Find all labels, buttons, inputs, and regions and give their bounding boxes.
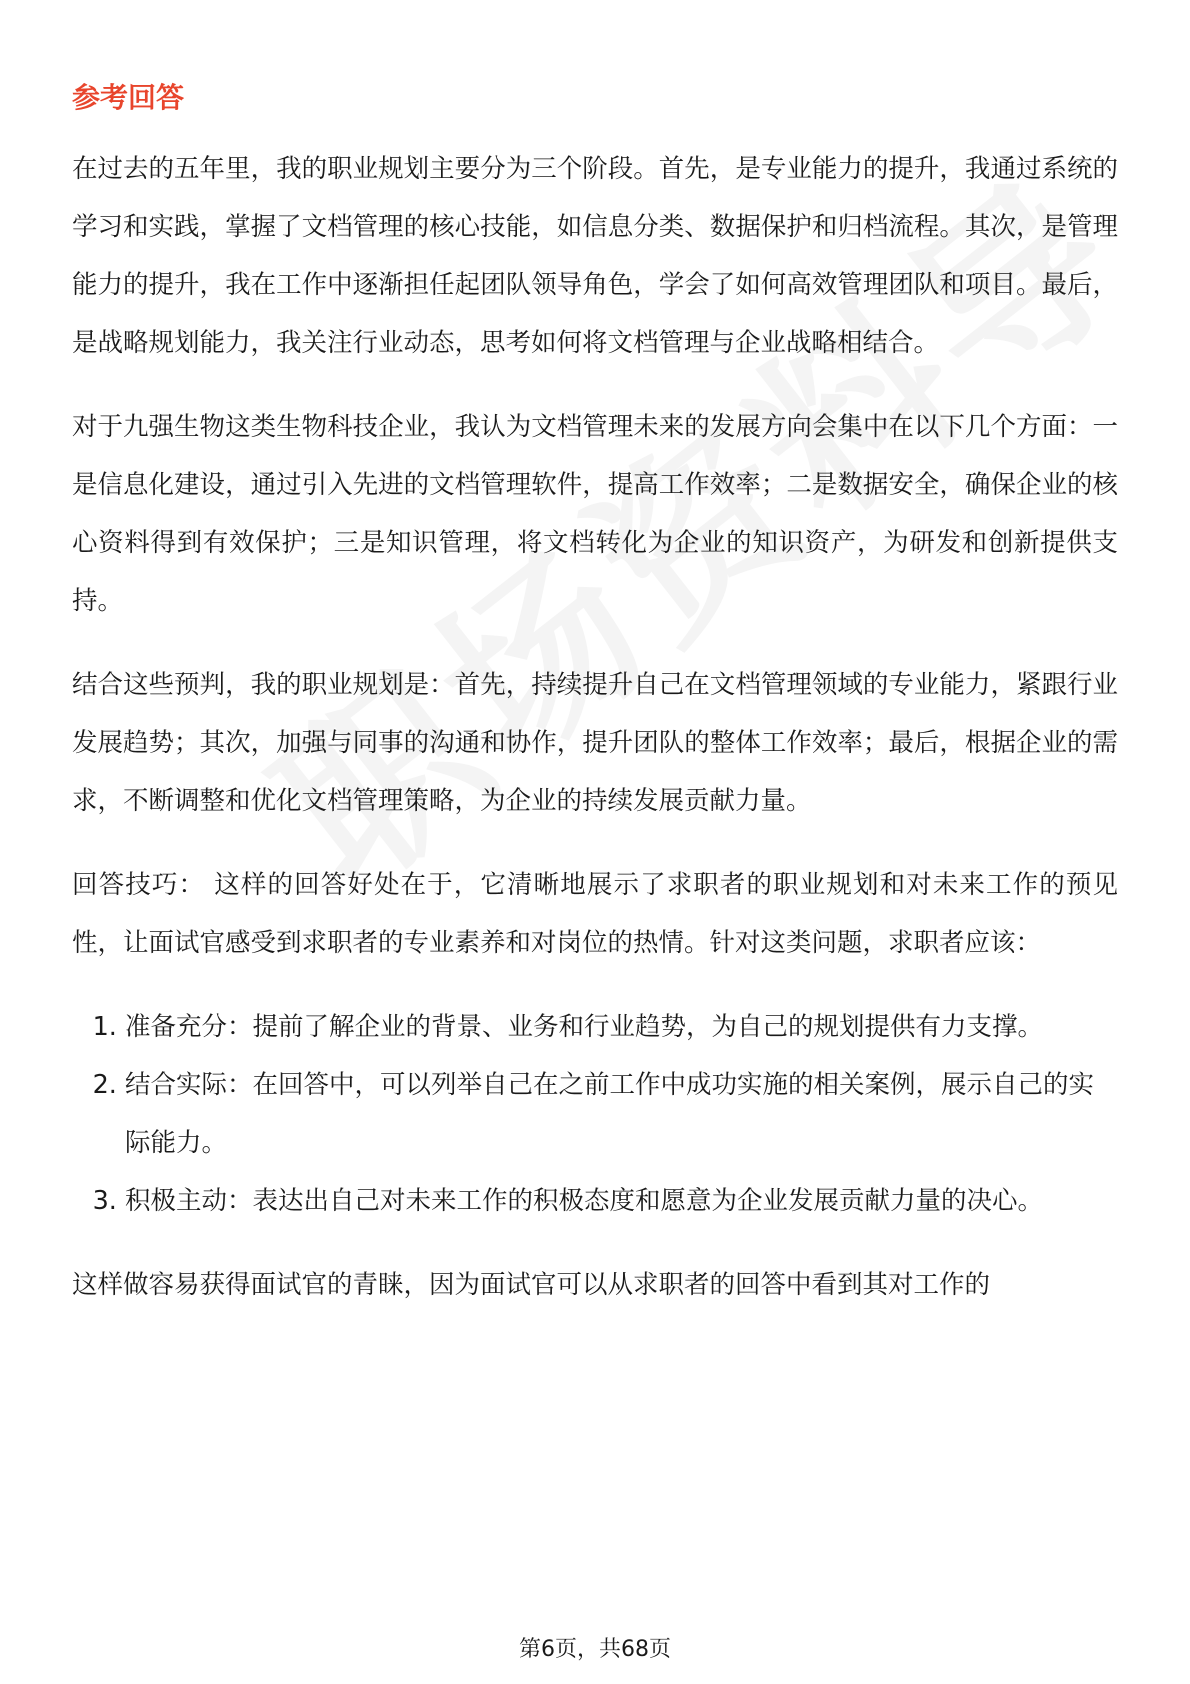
paragraph-career-plan: 在过去的五年里，我的职业规划主要分为三个阶段。首先，是专业能力的提升，我通过系统的学习和实践，掌握了文档管理的核心技能，如信息分类、数据保护和归档流程。其次，是管理能力的提升，我在工作中逐渐担任起团队领导角色，学会了如何高效管理团队和项目。最后，是战略规划能力，我关注行业动态，思考如何将文档管理与企业战略相结合。 (72, 154, 1118, 358)
page-number-footer: 第6页，共68页 (519, 1637, 671, 1662)
tips-list-item: 2. 结合实际：在回答中，可以列举自己在之前工作中成功实施的相关案例，展示自己的实际能力。 (125, 1056, 1118, 1172)
paragraph-future-direction: 对于九强生物这类生物科技企业，我认为文档管理未来的发展方向会集中在以下几个方面：一是信息化建设，通过引入先进的文档管理软件，提高工作效率；二是数据安全，确保企业的核心资料得到有效保护；三是知识管理，将文档转化为企业的知识资产，为研发和创新提供支持。 (72, 412, 1118, 616)
paragraph-closing: 这样做容易获得面试官的青睐，因为面试官可以从求职者的回答中看到其对工作的 (72, 1270, 991, 1300)
tips-list (72, 998, 1118, 1230)
tips-list-item: 3. 积极主动：表达出自己对未来工作的积极态度和愿意为企业发展贡献力量的决心。 (125, 1172, 1118, 1230)
tips-list-item: 1. 准备充分：提前了解企业的背景、业务和行业趋势，为自己的规划提供有力支撑。 (125, 998, 1118, 1056)
paragraph-answer-tips: 回答技巧： 这样的回答好处在于，它清晰地展示了求职者的职业规划和对未来工作的预见性，让面试官感受到求职者的专业素养和对岗位的热情。针对这类问题，求职者应该： (72, 870, 1118, 958)
paragraph-plan-combination: 结合这些预判，我的职业规划是：首先，持续提升自己在文档管理领域的专业能力，紧跟行业发展趋势；其次，加强与同事的沟通和协作，提升团队的整体工作效率；最后，根据企业的需求，不断调整和优化文档管理策略，为企业的持续发展贡献力量。 (72, 670, 1118, 816)
page-content (72, 78, 1118, 1340)
section-title: 参考回答 (72, 81, 185, 114)
